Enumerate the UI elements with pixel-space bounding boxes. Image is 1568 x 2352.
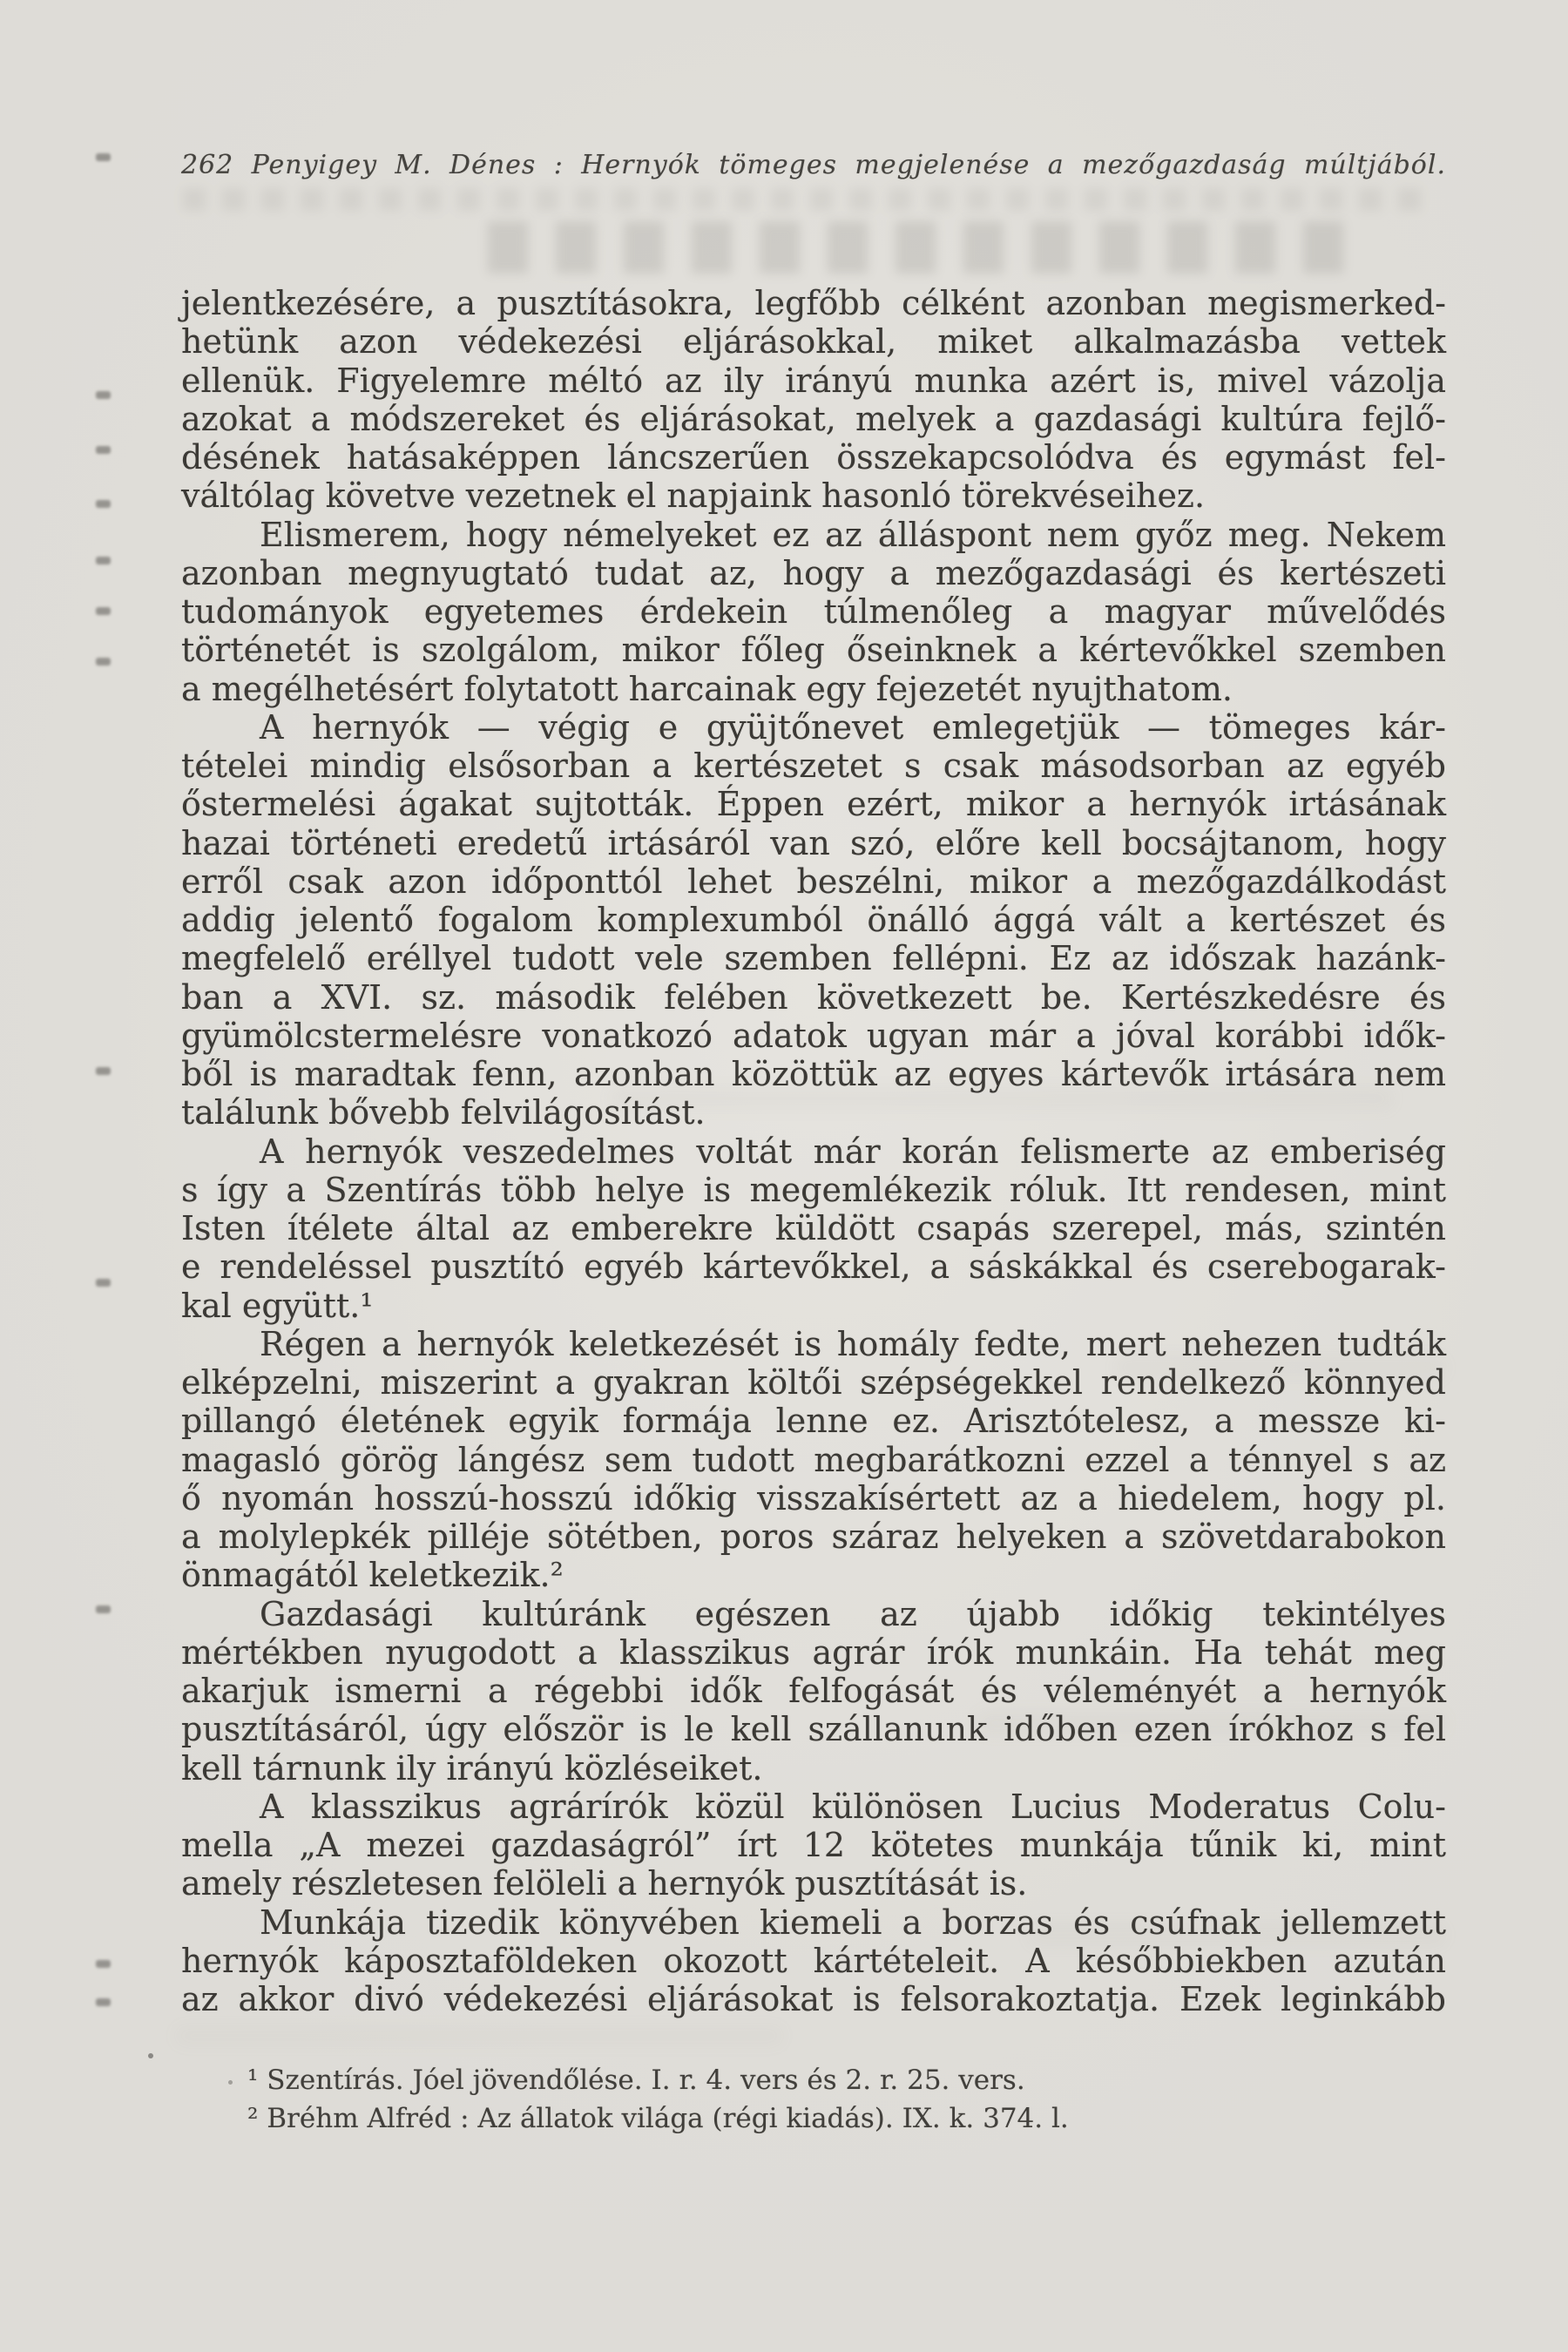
body-line: kell tárnunk ily irányú közléseiket.: [181, 1748, 763, 1788]
body-line: erről csak azon időponttól lehet beszélni, mikor a mezőgazdálkodást: [181, 862, 1446, 901]
body-line: hetünk azon védekezési eljárásokkal, miket alkalmazásba vettek: [181, 322, 1446, 362]
gutter-ink-mark: [96, 607, 111, 615]
body-line: őstermelési ágakat sujtották. Éppen ezért, mikor a hernyók irtásának: [181, 785, 1446, 824]
body-line: pusztításáról, úgy először is le kell szállanunk időben ezen írókhoz s fel: [181, 1710, 1446, 1749]
body-line: gyümölcstermelésre vonatkozó adatok ugyan már a jóval korábbi idők-: [181, 1016, 1446, 1055]
body-line: váltólag követve vezetnek el napjaink hasonló törekvéseihez.: [181, 476, 1206, 516]
footnotes: [181, 2061, 1446, 2138]
body-line: elképzelni, miszerint a gyakran költői szépségekkel rendelkező könnyed: [181, 1363, 1446, 1402]
body-line: hernyók káposztaföldeken okozott kártételeit. A későbbiekben azután: [181, 1941, 1446, 1980]
page-number: 262: [181, 150, 234, 180]
gutter-ink-mark: [96, 1067, 111, 1075]
gutter-ink-mark: [96, 500, 111, 508]
ink-speck: [148, 2053, 153, 2058]
body-line: Munkája tizedik könyvében kiemeli a borzas és csúfnak jellemzett: [260, 1903, 1446, 1942]
body-line: tételei mindig elsősorban a kertészetet s csak másodsorban az egyéb: [181, 747, 1446, 785]
body-line: a molylepkék pilléje sötétben, poros száraz helyeken a szövetdarabokon: [181, 1517, 1446, 1556]
body-line: Isten ítélete által az emberekre küldött csapás szerepel, más, szintén: [181, 1209, 1446, 1247]
body-line: ő nyomán hosszú-hosszú időkig visszakísértett az a hiedelem, hogy pl.: [181, 1478, 1446, 1517]
body-line: önmagától keletkezik.²: [181, 1556, 564, 1595]
body-line: ban a XVI. sz. második felében következett be. Kertészkedésre és: [181, 977, 1446, 1017]
body-line: ből is maradtak fenn, azonban közöttük az egyes kártevők irtására nem: [181, 1055, 1446, 1093]
bleedthrough-smudge-title: [488, 221, 1359, 274]
body-line: találunk bővebb felvilágosítást.: [181, 1093, 706, 1132]
body-line: amely részletesen felöleli a hernyók pusztítását is.: [181, 1864, 1028, 1903]
body-line: A klasszikus agrárírók közül különösen Lucius Moderatus Colu-: [260, 1787, 1446, 1826]
footnote-line: ¹ Szentírás. Jóel jövendőlése. I. r. 4. vers és 2. r. 25. vers.: [247, 2065, 1025, 2096]
body-line: s így a Szentírás több helye is megemlékezik róluk. Itt rendesen, mint: [181, 1170, 1446, 1209]
body-line: Régen a hernyók keletkezését is homály fedte, mert nehezen tudták: [260, 1324, 1446, 1363]
body-line: azokat a módszereket és eljárásokat, melyek a gazdasági kultúra fejlő-: [181, 399, 1446, 438]
header-title: Hernyók tömeges megjelenése a mezőgazdaság múltjából.: [581, 150, 1446, 180]
body-line: A hernyók veszedelmes voltát már korán felismerte az emberiség: [260, 1132, 1446, 1171]
body-line: azonban megnyugtató tudat az, hogy a mezőgazdasági és kertészeti: [181, 553, 1446, 592]
body-line: Gazdasági kultúránk egészen az újabb időkig tekintélyes: [260, 1594, 1446, 1633]
bleedthrough-smudge-row: [183, 188, 1429, 211]
body-line: akarjuk ismerni a régebbi idők felfogását és véleményét a hernyók: [181, 1672, 1446, 1710]
gutter-ink-mark: [96, 1998, 111, 2006]
gutter-ink-mark: [96, 557, 111, 564]
body-line: hazai történeti eredetű irtásáról van szó, előre kell bocsájtanom, hogy: [181, 823, 1446, 862]
body-line: désének hatásaképpen láncszerűen összekapcsolódva és egymást fel-: [181, 438, 1446, 476]
bleedthrough-band: [174, 2025, 784, 2046]
running-header: [181, 148, 1446, 183]
gutter-ink-mark: [96, 1960, 111, 1968]
body-line: mértékben nyugodott a klasszikus agrár írók munkáin. Ha tehát meg: [181, 1632, 1446, 1672]
body-line: történetét is szolgálom, mikor főleg őseinknek a kértevőkkel szemben: [181, 631, 1446, 670]
body-line: megfelelő eréllyel tudott vele szemben fellépni. Ez az időszak hazánk-: [181, 939, 1446, 978]
gutter-ink-mark: [96, 391, 111, 399]
body-text: [181, 284, 1446, 2018]
body-line: ellenük. Figyelemre méltó az ily irányú munka azért is, mivel vázolja: [181, 361, 1446, 400]
gutter-ink-mark: [96, 1605, 111, 1613]
header-author: Penyigey M. Dénes :: [251, 150, 564, 180]
body-line: mella „A mezei gazdaságról” írt 12 kötetes munkája tűnik ki, mint: [181, 1826, 1446, 1864]
body-line: a megélhetésért folytatott harcainak egy fejezetét nyujthatom.: [181, 669, 1233, 708]
body-line: Elismerem, hogy némelyeket ez az álláspont nem győz meg. Nekem: [260, 515, 1446, 554]
body-line: kal együtt.¹: [181, 1286, 374, 1325]
body-line: A hernyók — végig e gyüjtőnevet emlegetjük — tömeges kár-: [260, 707, 1446, 747]
gutter-ink-mark: [96, 1279, 111, 1287]
body-line: addig jelentő fogalom komplexumból önálló ággá vált a kertészet és: [181, 901, 1446, 939]
gutter-ink-mark: [96, 153, 111, 161]
body-line: pillangó életének egyik formája lenne ez. Arisztótelesz, a messze ki-: [181, 1402, 1446, 1441]
body-line: az akkor divó védekezési eljárásokat is felsorakoztatja. Ezek leginkább: [181, 1980, 1446, 2018]
gutter-ink-mark: [96, 658, 111, 666]
footnote-line: ² Bréhm Alfréd : Az állatok világa (régi kiadás). IX. k. 374. l.: [247, 2103, 1069, 2134]
body-line: e rendeléssel pusztító egyéb kártevőkkel, a sáskákkal és cserebogarak-: [181, 1247, 1446, 1287]
gutter-ink-mark: [96, 446, 111, 454]
body-line: magasló görög lángész sem tudott megbarátkozni ezzel a ténnyel s az: [181, 1440, 1446, 1479]
body-line: tudományok egyetemes érdekein túlmenőleg a magyar művelődés: [181, 592, 1446, 631]
body-line: jelentkezésére, a pusztításokra, legfőbb célként azonban megismerked-: [181, 284, 1446, 322]
